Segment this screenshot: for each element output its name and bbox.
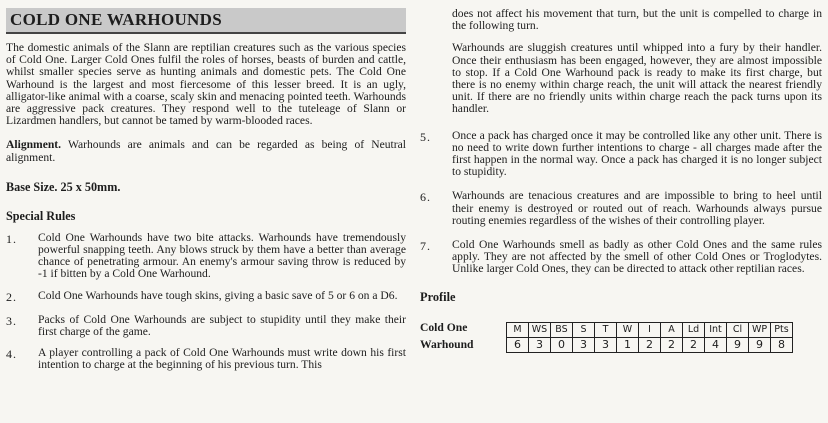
stat-value: 2: [661, 337, 683, 352]
rule-item: [6, 232, 406, 281]
alignment-label: Alignment.: [6, 138, 62, 152]
stat-header: W: [617, 322, 639, 337]
stat-value: 3: [529, 337, 551, 352]
stat-value: 9: [749, 337, 771, 352]
rule-text: A player controlling a pack of Cold One Warhounds must write down his first intention to charge at the beginning of his previous turn. This: [38, 346, 406, 372]
stat-header: I: [639, 322, 661, 337]
stat-header: S: [573, 322, 595, 337]
left-column: [6, 8, 406, 380]
stat-header: BS: [551, 322, 573, 337]
right-column: [420, 8, 822, 353]
stat-value: 2: [639, 337, 661, 352]
continued-text: does not affect his movement that turn, but the unit is compelled to charge in the following turn.: [452, 7, 822, 33]
rule-text: Cold One Warhounds smell as badly as other Cold Ones and the same rules apply. They are not affected by the smell of other Cold Ones or Troglodytes. Unlike larger Cold Ones, they can be directed to attack other reptilian races.: [452, 238, 822, 276]
rule-item: [6, 290, 406, 305]
profile-value-row: [507, 337, 793, 352]
stat-header: A: [661, 322, 683, 337]
stat-value: 1: [617, 337, 639, 352]
rule-number: 7.: [420, 239, 431, 254]
stat-value: 9: [727, 337, 749, 352]
rule-text: Cold One Warhounds have tough skins, giving a basic save of 5 or 6 on a D6.: [38, 288, 398, 302]
rule-text: Cold One Warhounds have two bite attacks. Warhounds have tremendously powerful snapping teeth. Any blows struck by them have a better than average chance of penetrating armour. An enemy's armour saving throw is reduced by -1 if bitten by a Cold One Warhound.: [38, 230, 406, 281]
rule-item: [420, 130, 822, 179]
stat-header: Ld: [683, 322, 705, 337]
rule-number: 1.: [6, 231, 17, 246]
rule-text: Warhounds are tenacious creatures and are impossible to bring to heel until their enemy is destroyed or routed out of reach. Warhounds always pursue routing enemies regardless of the wishes of their controlling player.: [452, 189, 822, 227]
warhounds-paragraph: Warhounds are sluggish creatures until whipped into a fury by their handler. Once their enthusiasm has been engaged, however, they are almost impossible to stop. If a Cold One Warhound pack is ready to make its first charge, but there is no enemy within charge reach, the unit will attack the nearest friendly unit. If there are no friendly units within charge reach the pack turns upon its handler.: [452, 41, 822, 116]
profile-name-line1: Cold One: [420, 320, 468, 334]
profile-row: [420, 319, 822, 353]
rule-text: Once a pack has charged once it may be controlled like any other unit. There is no need to write down further intentions to charge - all charges made after the first happen in the normal way. Once a pack has charged it is no longer subject to stupidity.: [452, 128, 822, 179]
rule-number: 3.: [6, 313, 17, 328]
page-title: COLD ONE WARHOUNDS: [10, 10, 222, 29]
stat-value: 3: [573, 337, 595, 352]
stat-header: Cl: [727, 322, 749, 337]
stat-header: WP: [749, 322, 771, 337]
profile-name-line2: Warhound: [420, 337, 474, 351]
stat-value: 8: [771, 337, 793, 352]
stat-header: Int: [705, 322, 727, 337]
profile-table: [506, 322, 793, 353]
rule-number: 5.: [420, 129, 431, 144]
profile-name: [420, 319, 506, 353]
rule-number: 6.: [420, 190, 431, 205]
rule-item: [6, 347, 406, 371]
profile-header-row: [507, 322, 793, 337]
title-bar: [6, 8, 406, 34]
rule-item: [420, 190, 822, 227]
stat-value: 2: [683, 337, 705, 352]
stat-value: 6: [507, 337, 529, 352]
alignment-text: Warhounds are animals and can be regarded as being of Neutral alignment.: [6, 138, 406, 164]
special-rules-heading: Special Rules: [6, 208, 76, 223]
rule-item: [420, 239, 822, 276]
intro-paragraph: The domestic animals of the Slann are reptilian creatures such as the various species of Cold One. Larger Cold Ones fulfil the roles of horses, beasts of burden and cattle, whilst smaller species serve as hunting animals and domestic pets. The Cold One Warhound is the largest and most fiercesome of this lesser breed. It is an ugly, alligator-like animal with a coarse, scaly skin and menacing pointed teeth. Warhounds are aggressive pack creatures. They respond well to the tuteleage of Slann or Lizardmen handlers, but cannot be tamed by warm-blooded races.: [6, 41, 406, 128]
stat-header: WS: [529, 322, 551, 337]
stat-value: 0: [551, 337, 573, 352]
alignment-paragraph: [6, 139, 406, 163]
rule-number: 4.: [6, 347, 17, 362]
rule-text: Packs of Cold One Warhounds are subject to stupidity until they make their first charge of the game.: [38, 312, 406, 338]
stat-value: 4: [705, 337, 727, 352]
profile-heading: Profile: [420, 289, 456, 304]
stat-header: Pts: [771, 322, 793, 337]
rule-item: [6, 314, 406, 338]
rule-number: 2.: [6, 289, 17, 304]
stat-header: T: [595, 322, 617, 337]
rules-list-left: [6, 232, 406, 372]
rules-list-right: [420, 130, 822, 276]
stat-header: M: [507, 322, 529, 337]
base-size: Base Size. 25 x 50mm.: [6, 179, 121, 194]
stat-value: 3: [595, 337, 617, 352]
